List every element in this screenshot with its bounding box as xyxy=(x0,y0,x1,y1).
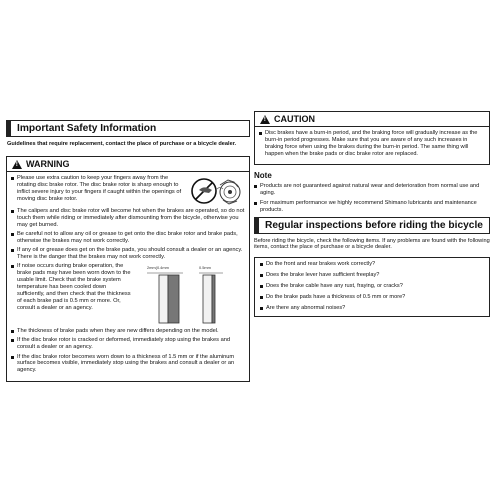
right-column xyxy=(254,111,490,317)
checklist-item: Do the front and rear brakes work correctly? xyxy=(260,261,484,268)
inspection-intro: Before riding the bicycle, check the following items. If any problems are found with the following items, contact the place of purchase or a bicycle dealer. xyxy=(254,237,490,251)
warning-body xyxy=(7,172,249,381)
safety-intro: Guidelines that require replacement, contact the place of purchase or a bicycle dealer. xyxy=(7,141,237,147)
caution-item: Disc brakes have a burn-in period, and the braking force will gradually increase as the burn-in period progresses. Make sure that you are aware of any such increases in braking force when using the brakes during the burn-in period. The same thing will happen when the brake pads or disc brake rotor are replaced. xyxy=(259,130,485,158)
warning-header xyxy=(7,157,249,172)
warning-box xyxy=(6,156,250,382)
warning-heading: WARNING xyxy=(26,159,70,169)
brake-pad-thickness-diagram xyxy=(137,263,245,328)
checklist-item: Are there any abnormal noises? xyxy=(260,305,484,312)
checklist-item: Does the brake lever have sufficient freeplay? xyxy=(260,272,484,279)
warning-item: If the disc brake rotor is cracked or deformed, immediately stop using the brakes and consult a dealer or an agency. xyxy=(11,337,245,351)
inspection-checklist xyxy=(254,257,490,317)
caution-box xyxy=(254,111,490,165)
left-column xyxy=(6,120,250,382)
warning-item: Please use extra caution to keep your fingers away from the rotating disc brake rotor. The disc brake rotor is sharp enough to inflict severe injury to your fingers if caught within the openings of moving disc brake rotor. xyxy=(11,175,183,206)
caution-heading: CAUTION xyxy=(274,114,315,124)
note-item: For maximum performance we highly recommend Shimano lubricants and maintenance products. xyxy=(254,200,490,214)
safety-section-title: Important Safety Information xyxy=(6,120,250,137)
checklist-item: Does the brake cable have any rust, fraying, or cracks? xyxy=(260,283,484,290)
warning-item: If the disc brake rotor becomes worn down to a thickness of 1.5 mm or if the aluminum surface becomes visible, immediately stop using the brakes and consult a dealer or an agency. xyxy=(11,354,245,375)
warning-item: The calipers and disc brake rotor will become hot when the brakes are operated, so do not touch them while riding or immediately after dismounting from the bicycle, otherwise you may get burned. xyxy=(11,208,245,229)
pad-limit-thickness-label: 0.5mm xyxy=(199,265,211,271)
note-heading: Note xyxy=(254,170,272,180)
warning-item: If any oil or grease does get on the brake pads, you should consult a dealer or an agency. There is the danger that the brakes may not work correctly. xyxy=(11,247,245,261)
note-body xyxy=(254,183,490,214)
warning-item: Be careful not to allow any oil or grease to get onto the disc brake rotor and brake pads, otherwise the brakes may not work correctly. xyxy=(11,231,245,245)
inspection-section-title: Regular inspections before riding the bicycle xyxy=(254,217,490,234)
caution-triangle-icon xyxy=(260,115,270,124)
warning-item: The thickness of brake pads when they are new differs depending on the model. xyxy=(11,328,245,335)
warning-item: If noise occurs during brake operation, the brake pads may have been worn down to the usable limit. Check that the brake system temperature has been cooled down sufficiently, and then check that the thickness of each brake pad is 0.5 mm or more. Or, consult a dealer or an agency. xyxy=(11,263,134,326)
caution-body xyxy=(255,127,489,164)
caution-header xyxy=(255,112,489,127)
finger-in-rotor-prohibited-icon xyxy=(187,175,245,208)
brake-pad-drawing-icon xyxy=(137,263,245,328)
note-item: Products are not guaranteed against natural wear and deterioration from normal use and aging. xyxy=(254,183,490,197)
pad-new-thickness-label: 2mm(0.4mm xyxy=(147,265,169,271)
warning-triangle-icon xyxy=(12,160,22,169)
checklist-item: Do the brake pads have a thickness of 0.5 mm or more? xyxy=(260,294,484,301)
